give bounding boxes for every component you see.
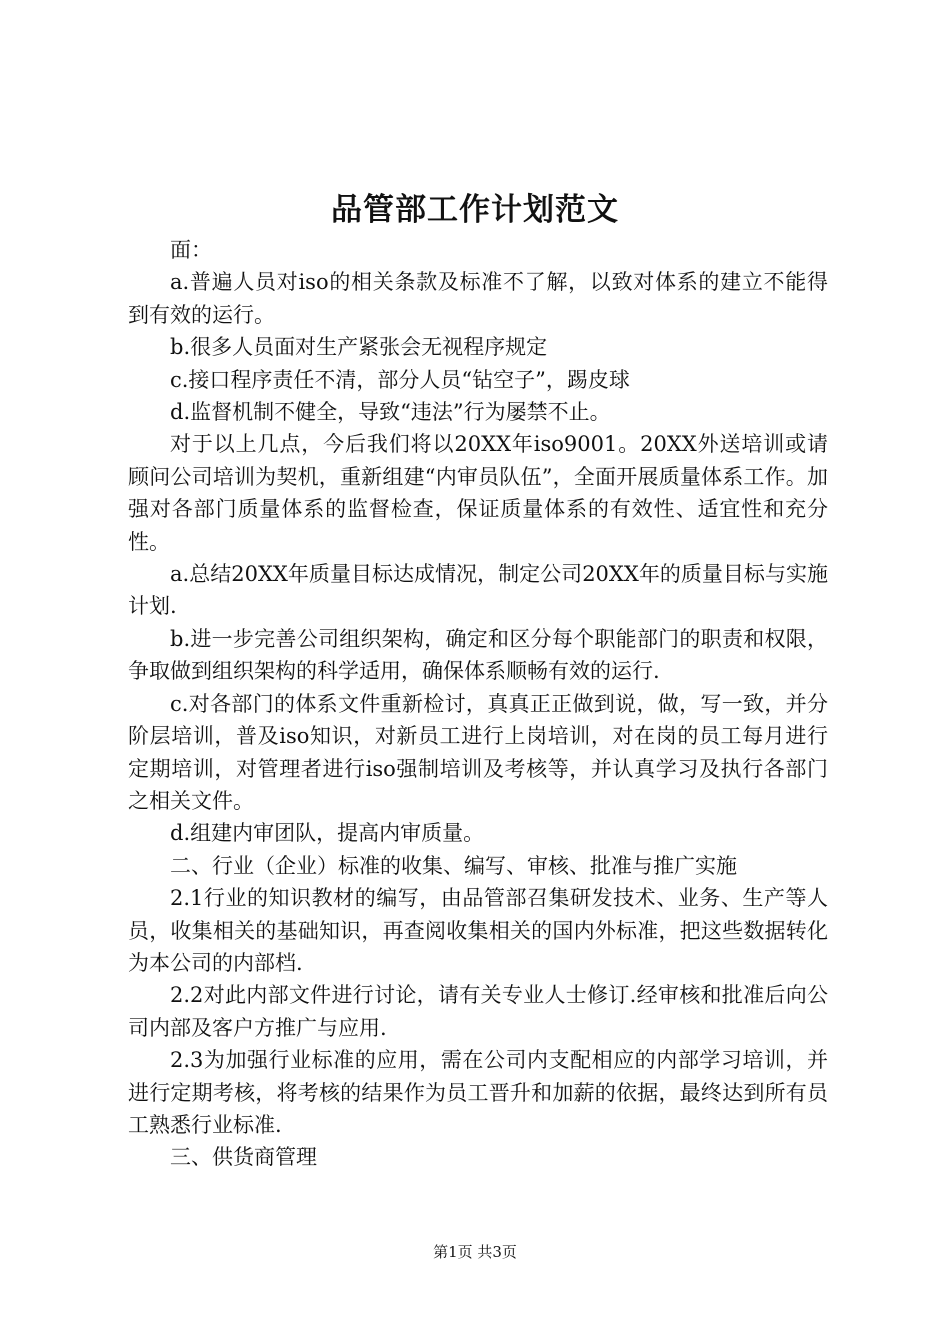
document-title: 品管部工作计划范文 — [331, 192, 619, 228]
paragraph: d.组建内审团队，提高内审质量。 — [170, 821, 485, 846]
paragraph: 面： — [170, 238, 212, 262]
paragraph: b.很多人员面对生产紧张会无视程序规定 — [170, 335, 548, 360]
paragraph: 对于以上几点，今后我们将以20XX年iso9001。20XX外送培训或请顾问公司培训为契机，重新组建“内审员队伍”，全面开展质量体系工作。加强对各部门质量体系的监督检查，保证质量体系的有效性、适宜性和充分性。 — [128, 432, 828, 554]
paragraph: a.总结20XX年质量目标达成情况，制定公司20XX年的质量目标与实施计划. — [128, 562, 828, 619]
paragraph: c.对各部门的体系文件重新检讨，真真正正做到说，做，写一致，并分阶层培训，普及iso知识，对新员工进行上岗培训，对在岗的员工每月进行定期培训，对管理者进行iso强制培训及考核等，并认真学习及执行各部门之相关文件。 — [128, 691, 828, 813]
document-body — [128, 234, 828, 1174]
paragraph: 2.3为加强行业标准的应用，需在公司内支配相应的内部学习培训，并进行定期考核，将考核的结果作为员工晋升和加薪的依据，最终达到所有员工熟悉行业标准. — [128, 1048, 828, 1137]
paragraph: 2.1行业的知识教材的编写，由品管部召集研发技术、业务、生产等人员，收集相关的基础知识，再查阅收集相关的国内外标准，把这些数据转化为本公司的内部档. — [128, 886, 828, 975]
paragraph: a.普遍人员对iso的相关条款及标准不了解，以致对体系的建立不能得到有效的运行。 — [128, 270, 828, 327]
paragraph: c.接口程序责任不清，部分人员“钻空子”，踢皮球 — [170, 367, 630, 392]
page-footer: 第1页 共3页 — [433, 1243, 517, 1261]
section-heading: 三、供货商管理 — [170, 1145, 317, 1170]
section-heading: 二、行业（企业）标准的收集、编写、审核、批准与推广实施 — [170, 853, 737, 878]
paragraph: b.进一步完善公司组织架构，确定和区分每个职能部门的职责和权限，争取做到组织架构的科学适用，确保体系顺畅有效的运行. — [128, 626, 828, 684]
paragraph: d.监督机制不健全，导致“违法”行为屡禁不止。 — [170, 400, 611, 425]
paragraph: 2.2对此内部文件进行讨论，请有关专业人士修订.经审核和批准后向公司内部及客户方推广与应用. — [128, 983, 828, 1040]
